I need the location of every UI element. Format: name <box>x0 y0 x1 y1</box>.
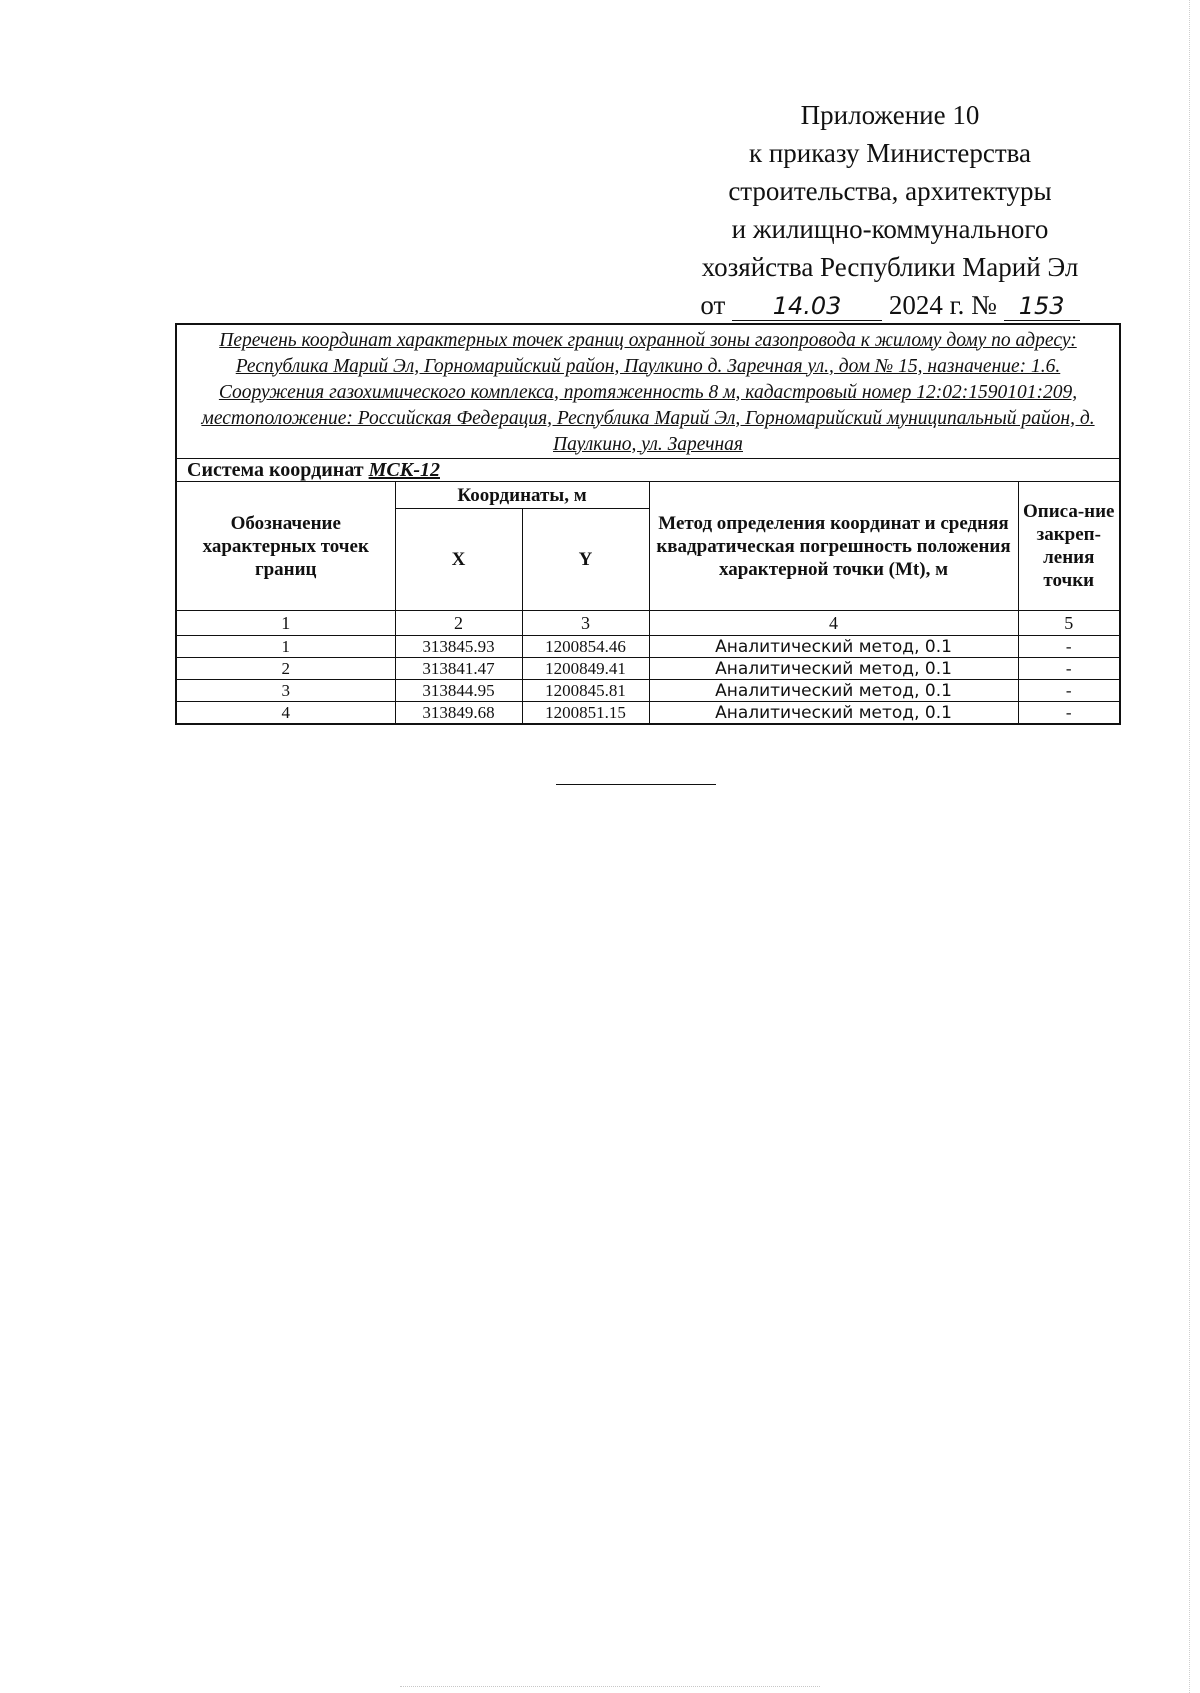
header-method: Метод определения координат и средняя квадратическая погрешность положения характерной точки (Mt), м <box>649 482 1018 611</box>
scan-edge-bottom <box>400 1686 820 1687</box>
cell-y: 1200851.15 <box>522 702 649 725</box>
appendix-title: Приложение 10 <box>800 100 980 130</box>
header-point: Обозначение характерных точек границ <box>176 482 395 611</box>
coordinate-system-value: МСК-12 <box>368 459 440 481</box>
appendix-ministry-2: и жилищно-коммунального <box>731 214 1049 244</box>
column-number: 2 <box>395 611 522 636</box>
table-row <box>176 636 1120 658</box>
cell-description: - <box>1018 636 1120 658</box>
cell-y: 1200849.41 <box>522 658 649 680</box>
table-row <box>176 702 1120 725</box>
cell-x: 313849.68 <box>395 702 522 725</box>
appendix-ministry-3: хозяйства Республики Марий Эл <box>701 252 1079 282</box>
header-y: Y <box>522 509 649 611</box>
column-number: 3 <box>522 611 649 636</box>
cell-description: - <box>1018 680 1120 702</box>
cell-point: 3 <box>176 680 395 702</box>
cell-x: 313845.93 <box>395 636 522 658</box>
table-row <box>176 680 1120 702</box>
order-from-label: от <box>700 290 726 320</box>
column-number: 5 <box>1018 611 1120 636</box>
cell-method: Аналитический метод, 0.1 <box>649 636 1018 658</box>
appendix-header <box>660 96 1120 324</box>
cell-x: 313841.47 <box>395 658 522 680</box>
cell-y: 1200845.81 <box>522 680 649 702</box>
order-date-line <box>660 286 1120 324</box>
scan-edge-right <box>1189 0 1190 1693</box>
cell-method: Аналитический метод, 0.1 <box>649 680 1018 702</box>
cell-point: 4 <box>176 702 395 725</box>
order-date-handwritten: 14.03 <box>732 292 882 321</box>
column-number: 1 <box>176 611 395 636</box>
table-caption: Перечень координат характерных точек границ охранной зоны газопровода к жилому дому по адресу: Республика Марий Эл, Горномарийский район, Паулкино д. Заречная ул., дом № 15, назначение: 1.6. Сооружения газохимического комплекса, протяженность 8 м, кадастровый номер 12:02:1590101:209, местоположение: Российская Федерация, Республика Марий Эл, Горномарийский муниципальный район, д. Паулкино, ул. Заречная <box>176 324 1120 459</box>
coordinates-table <box>175 323 1121 725</box>
coordinate-system-label: Система координат <box>187 459 364 481</box>
cell-point: 1 <box>176 636 395 658</box>
table-row <box>176 658 1120 680</box>
column-number: 4 <box>649 611 1018 636</box>
appendix-ministry-1: строительства, архитектуры <box>728 176 1052 206</box>
cell-method: Аналитический метод, 0.1 <box>649 702 1018 725</box>
coordinate-system <box>176 459 1120 482</box>
order-number-handwritten: 153 <box>1004 292 1080 321</box>
cell-point: 2 <box>176 658 395 680</box>
cell-y: 1200854.46 <box>522 636 649 658</box>
cell-description: - <box>1018 658 1120 680</box>
header-description: Описа-ние закреп-ления точки <box>1018 482 1120 611</box>
end-rule <box>556 784 716 785</box>
appendix-order-ref: к приказу Министерства <box>748 138 1032 168</box>
header-coords: Координаты, м <box>395 482 649 509</box>
cell-method: Аналитический метод, 0.1 <box>649 658 1018 680</box>
order-year-label: 2024 г. № <box>888 290 997 320</box>
cell-description: - <box>1018 702 1120 725</box>
header-x: X <box>395 509 522 611</box>
column-number-row <box>176 611 1120 636</box>
cell-x: 313844.95 <box>395 680 522 702</box>
